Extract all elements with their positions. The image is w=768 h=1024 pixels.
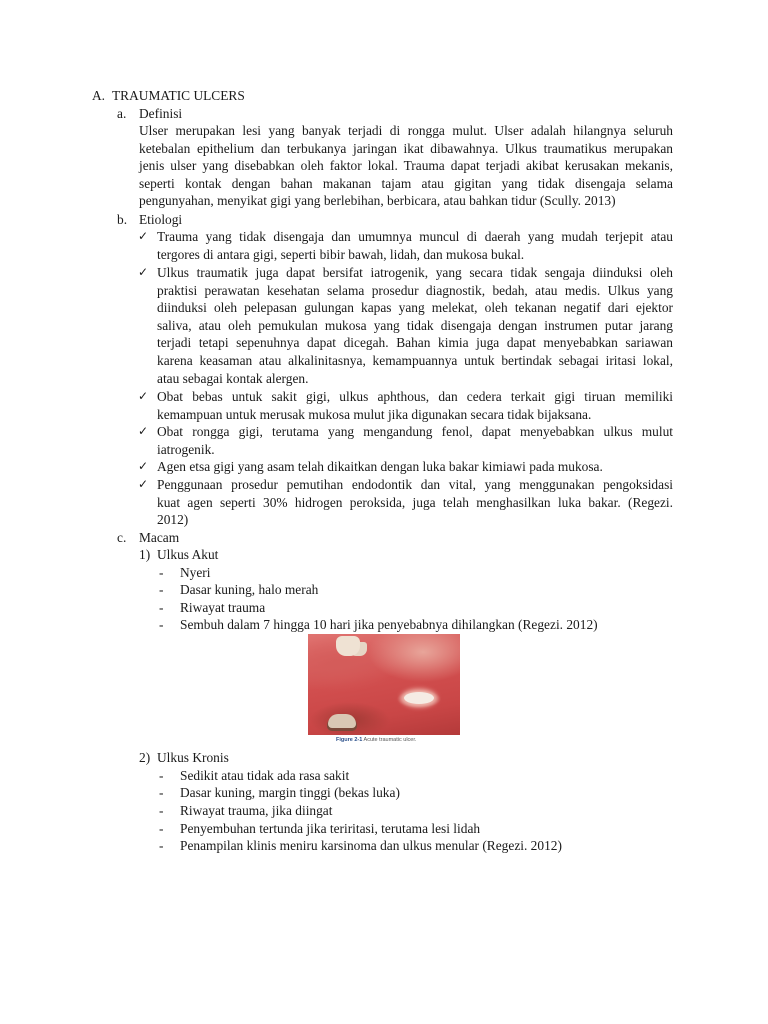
section-marker-a: A.: [92, 88, 106, 103]
list-marker-kronis: 2): [139, 750, 151, 765]
text-line: praktisi perawatan kesehatan selama prosedur diagnostik, bedah, atau medis. Ulkus yang: [157, 282, 673, 298]
ulcer-lesion-shape: [404, 692, 434, 704]
dash-bullet: -: [159, 838, 164, 853]
dash-bullet: -: [159, 821, 164, 836]
text-line: Trauma yang tidak disengaja dan umumnya muncul di daerah yang mudah terjepit atau: [157, 229, 673, 244]
dash-bullet: -: [159, 617, 164, 632]
text-line: Agen etsa gigi yang asam telah dikaitkan dengan luka bakar kimiawi pada mukosa.: [157, 459, 603, 474]
subsection-marker-definisi: a.: [117, 106, 127, 121]
list-marker-akut: 1): [139, 547, 151, 562]
list-item: Penampilan klinis meniru karsinoma dan ulkus menular (Regezi. 2012): [180, 838, 562, 853]
text-line: saliva, atau oleh pemukulan mukosa yang tidak disengaja dengan instrumen putar jarang: [157, 317, 673, 333]
etiologi-item: [157, 388, 673, 423]
checkmark-icon: ✓: [138, 424, 149, 438]
text-line: diinduksi oleh pelepasan gulungan kapas yang melekat, oleh tekanan negatif dari ejektor: [157, 300, 673, 316]
dash-bullet: -: [159, 565, 164, 580]
list-item: Dasar kuning, margin tinggi (bekas luka): [180, 785, 400, 800]
checkmark-icon: ✓: [138, 229, 149, 243]
text-line: ketebalan epithelium dan terbukanya jaringan ikat dibawahnya. Ulkus traumatikus merupakan: [139, 140, 673, 156]
figure-label: Figure 2-1: [336, 737, 363, 743]
list-item: Sembuh dalam 7 hingga 10 hari jika penyebabnya dihilangkan (Regezi. 2012): [180, 617, 598, 632]
text-line: terjadi tetapi sepenuhnya dapat dicegah. Bahan kimia juga dapat menyebabkan sariawan: [157, 335, 673, 351]
text-line: Obat bebas untuk sakit gigi, ulkus aphthous, dan cedera terkait gigi tiruan memiliki: [157, 389, 673, 404]
text-line: iatrogenik.: [157, 441, 215, 457]
etiologi-item: [157, 458, 673, 476]
etiologi-item: [157, 423, 673, 458]
list-item: Dasar kuning, halo merah: [180, 582, 319, 597]
list-item: Nyeri: [180, 565, 211, 580]
text-line: kemampuan untuk merusak mukosa mulut jika digunakan secara tidak bijaksana.: [157, 406, 592, 422]
list-item: Sedikit atau tidak ada rasa sakit: [180, 768, 350, 783]
text-line: Ulser merupakan lesi yang banyak terjadi di rongga mulut. Ulser adalah hilangnya seluruh: [139, 123, 673, 138]
checkmark-icon: ✓: [138, 389, 149, 403]
text-line: seperti kontak dengan bahan makanan tajam atau gigitan yang tidak disengaja selama: [139, 175, 673, 191]
list-item: Riwayat trauma, jika diingat: [180, 803, 333, 818]
lower-tooth-shape: [328, 714, 356, 728]
text-line: karena keasaman atau alkalinitasnya, kemampuannya untuk bertindak sebagai iritasi lokal,: [157, 352, 673, 368]
dash-bullet: -: [159, 768, 164, 783]
figure-caption-text: Acute traumatic ulcer.: [363, 737, 417, 743]
text-line: 2012): [157, 512, 189, 528]
subsection-marker-etiologi: b.: [117, 212, 128, 227]
list-title-akut: Ulkus Akut: [157, 547, 219, 562]
text-line: pengunyahan, menyikat gigi yang berlebihan, berbicara, atau bahkan tidur (Scully. 2013): [139, 193, 616, 209]
etiologi-item: [157, 264, 673, 387]
list-item: Penyembuhan tertunda jika teriritasi, terutama lesi lidah: [180, 821, 481, 836]
text-line: kuat agen seperti 30% hidrogen peroksida, juga telah menghasilkan luka bakar. (Regezi.: [157, 494, 673, 510]
list-item: Riwayat trauma: [180, 600, 266, 615]
dash-bullet: -: [159, 582, 164, 597]
dash-bullet: -: [159, 803, 164, 818]
checkmark-icon: ✓: [138, 477, 149, 491]
oral-ulcer-photo: [308, 634, 460, 735]
text-line: Ulkus traumatik juga dapat bersifat iatrogenik, yang secara tidak sengaja diinduksi oleh: [157, 265, 673, 280]
subsection-title-etiologi: Etiologi: [139, 212, 183, 227]
subsection-title-definisi: Definisi: [139, 106, 183, 121]
subsection-title-macam: Macam: [139, 530, 180, 545]
subsection-marker-macam: c.: [117, 530, 127, 545]
figure-caption: [336, 737, 416, 743]
upper-tooth-shape: [336, 636, 360, 656]
section-title: TRAUMATIC ULCERS: [112, 88, 245, 103]
etiologi-item: [157, 228, 673, 263]
list-title-kronis: Ulkus Kronis: [157, 750, 229, 765]
definisi-paragraph: [139, 122, 673, 210]
text-line: tergores di antara gigi, seperti bibir bawah, lidah, dan mukosa bukal.: [157, 246, 525, 262]
text-line: Obat rongga gigi, terutama yang mengandung fenol, dapat menyebabkan ulkus mulut: [157, 424, 673, 439]
checkmark-icon: ✓: [138, 459, 149, 473]
dash-bullet: -: [159, 785, 164, 800]
text-line: Penggunaan prosedur pemutihan endodontik dan vital, yang menggunakan pengoksidasi: [157, 477, 673, 492]
etiologi-item: [157, 476, 673, 529]
dash-bullet: -: [159, 600, 164, 615]
text-line: jenis ulser yang disebabkan oleh faktor lokal. Trauma dapat terjadi akibat kerusakan mekanis,: [139, 158, 673, 174]
checkmark-icon: ✓: [138, 265, 149, 279]
text-line: atau sebagai kontak alergen.: [157, 370, 309, 386]
